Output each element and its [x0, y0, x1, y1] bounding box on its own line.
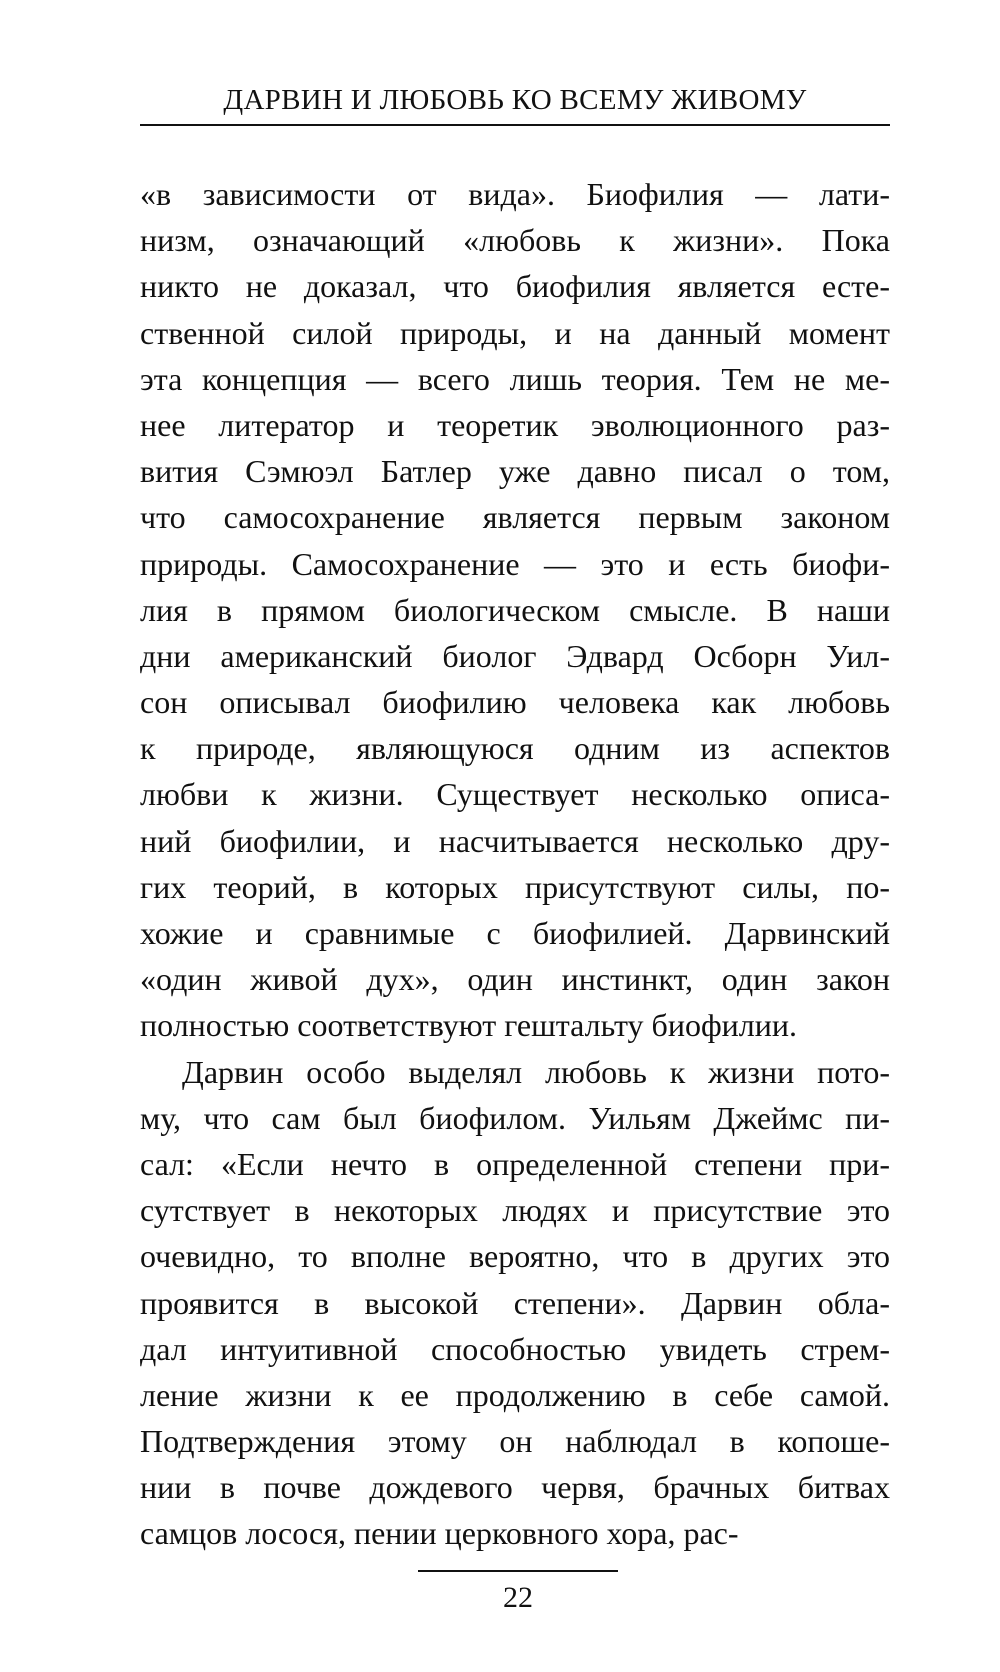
text-line: ственной силой природы, и на данный момент — [140, 314, 890, 351]
text-line: никто не доказал, что биофилия является есте- — [140, 268, 890, 305]
text-line: «один живой дух», один инстинкт, один закон — [140, 961, 890, 998]
text-line: Дарвин особо выделял любовь к жизни пото- — [182, 1053, 890, 1090]
footer-divider — [418, 1570, 618, 1572]
text-line: самцов лосося, пении церковного хора, рас- — [140, 1515, 739, 1552]
text-line: нее литератор и теоретик эволюционного раз- — [140, 406, 890, 443]
text-line: эта концепция — всего лишь теория. Тем не ме- — [140, 360, 890, 397]
page-number: 22 — [503, 1581, 533, 1614]
text-line: очевидно, то вполне вероятно, что в других это — [140, 1238, 890, 1275]
text-line: низм, означающий «любовь к жизни». Пока — [140, 222, 890, 259]
text-line: вития Сэмюэл Батлер уже давно писал о том, — [140, 453, 890, 490]
text-line: сон описывал биофилию человека как любовь — [140, 684, 890, 721]
text-line: любви к жизни. Существует несколько описа- — [140, 776, 890, 813]
text-line: проявится в высокой степени». Дарвин обла- — [140, 1284, 890, 1321]
text-line: хожие и сравнимые с биофилией. Дарвинский — [140, 915, 890, 951]
text-line: что самосохранение является первым законом — [140, 499, 890, 536]
text-line: ление жизни к ее продолжению в себе самой. — [140, 1376, 890, 1413]
body-text — [140, 171, 890, 1557]
text-line: Подтверждения этому он наблюдал в копоше- — [140, 1423, 890, 1460]
text-line: природы. Самосохранение — это и есть биофи- — [140, 545, 890, 582]
text-line: сутствует в некоторых людях и присутствие это — [140, 1192, 890, 1229]
running-head-title: ДАРВИН И ЛЮБОВЬ КО ВСЕМУ ЖИВОМУ — [223, 84, 807, 116]
text-line: нии в почве дождевого червя, брачных битвах — [140, 1469, 890, 1506]
text-line: дал интуитивной способностью увидеть стрем- — [140, 1330, 890, 1367]
header-divider — [140, 124, 890, 126]
text-line: гих теорий, в которых присутствуют силы, по- — [140, 868, 890, 905]
text-line: «в зависимости от вида». Биофилия — лати- — [140, 176, 890, 212]
text-line: сал: «Если нечто в определенной степени при- — [140, 1145, 890, 1182]
text-line: полностью соответствуют гештальту биофилии. — [140, 1007, 798, 1044]
text-line: к природе, являющуюся одним из аспектов — [140, 730, 890, 767]
text-line: му, что сам был биофилом. Уильям Джеймс пи- — [140, 1099, 890, 1136]
text-line: дни американский биолог Эдвард Осборн Уил- — [140, 637, 890, 674]
text-line: ний биофилии, и насчитывается несколько дру- — [140, 822, 890, 859]
text-line: лия в прямом биологическом смысле. В наши — [140, 591, 890, 628]
